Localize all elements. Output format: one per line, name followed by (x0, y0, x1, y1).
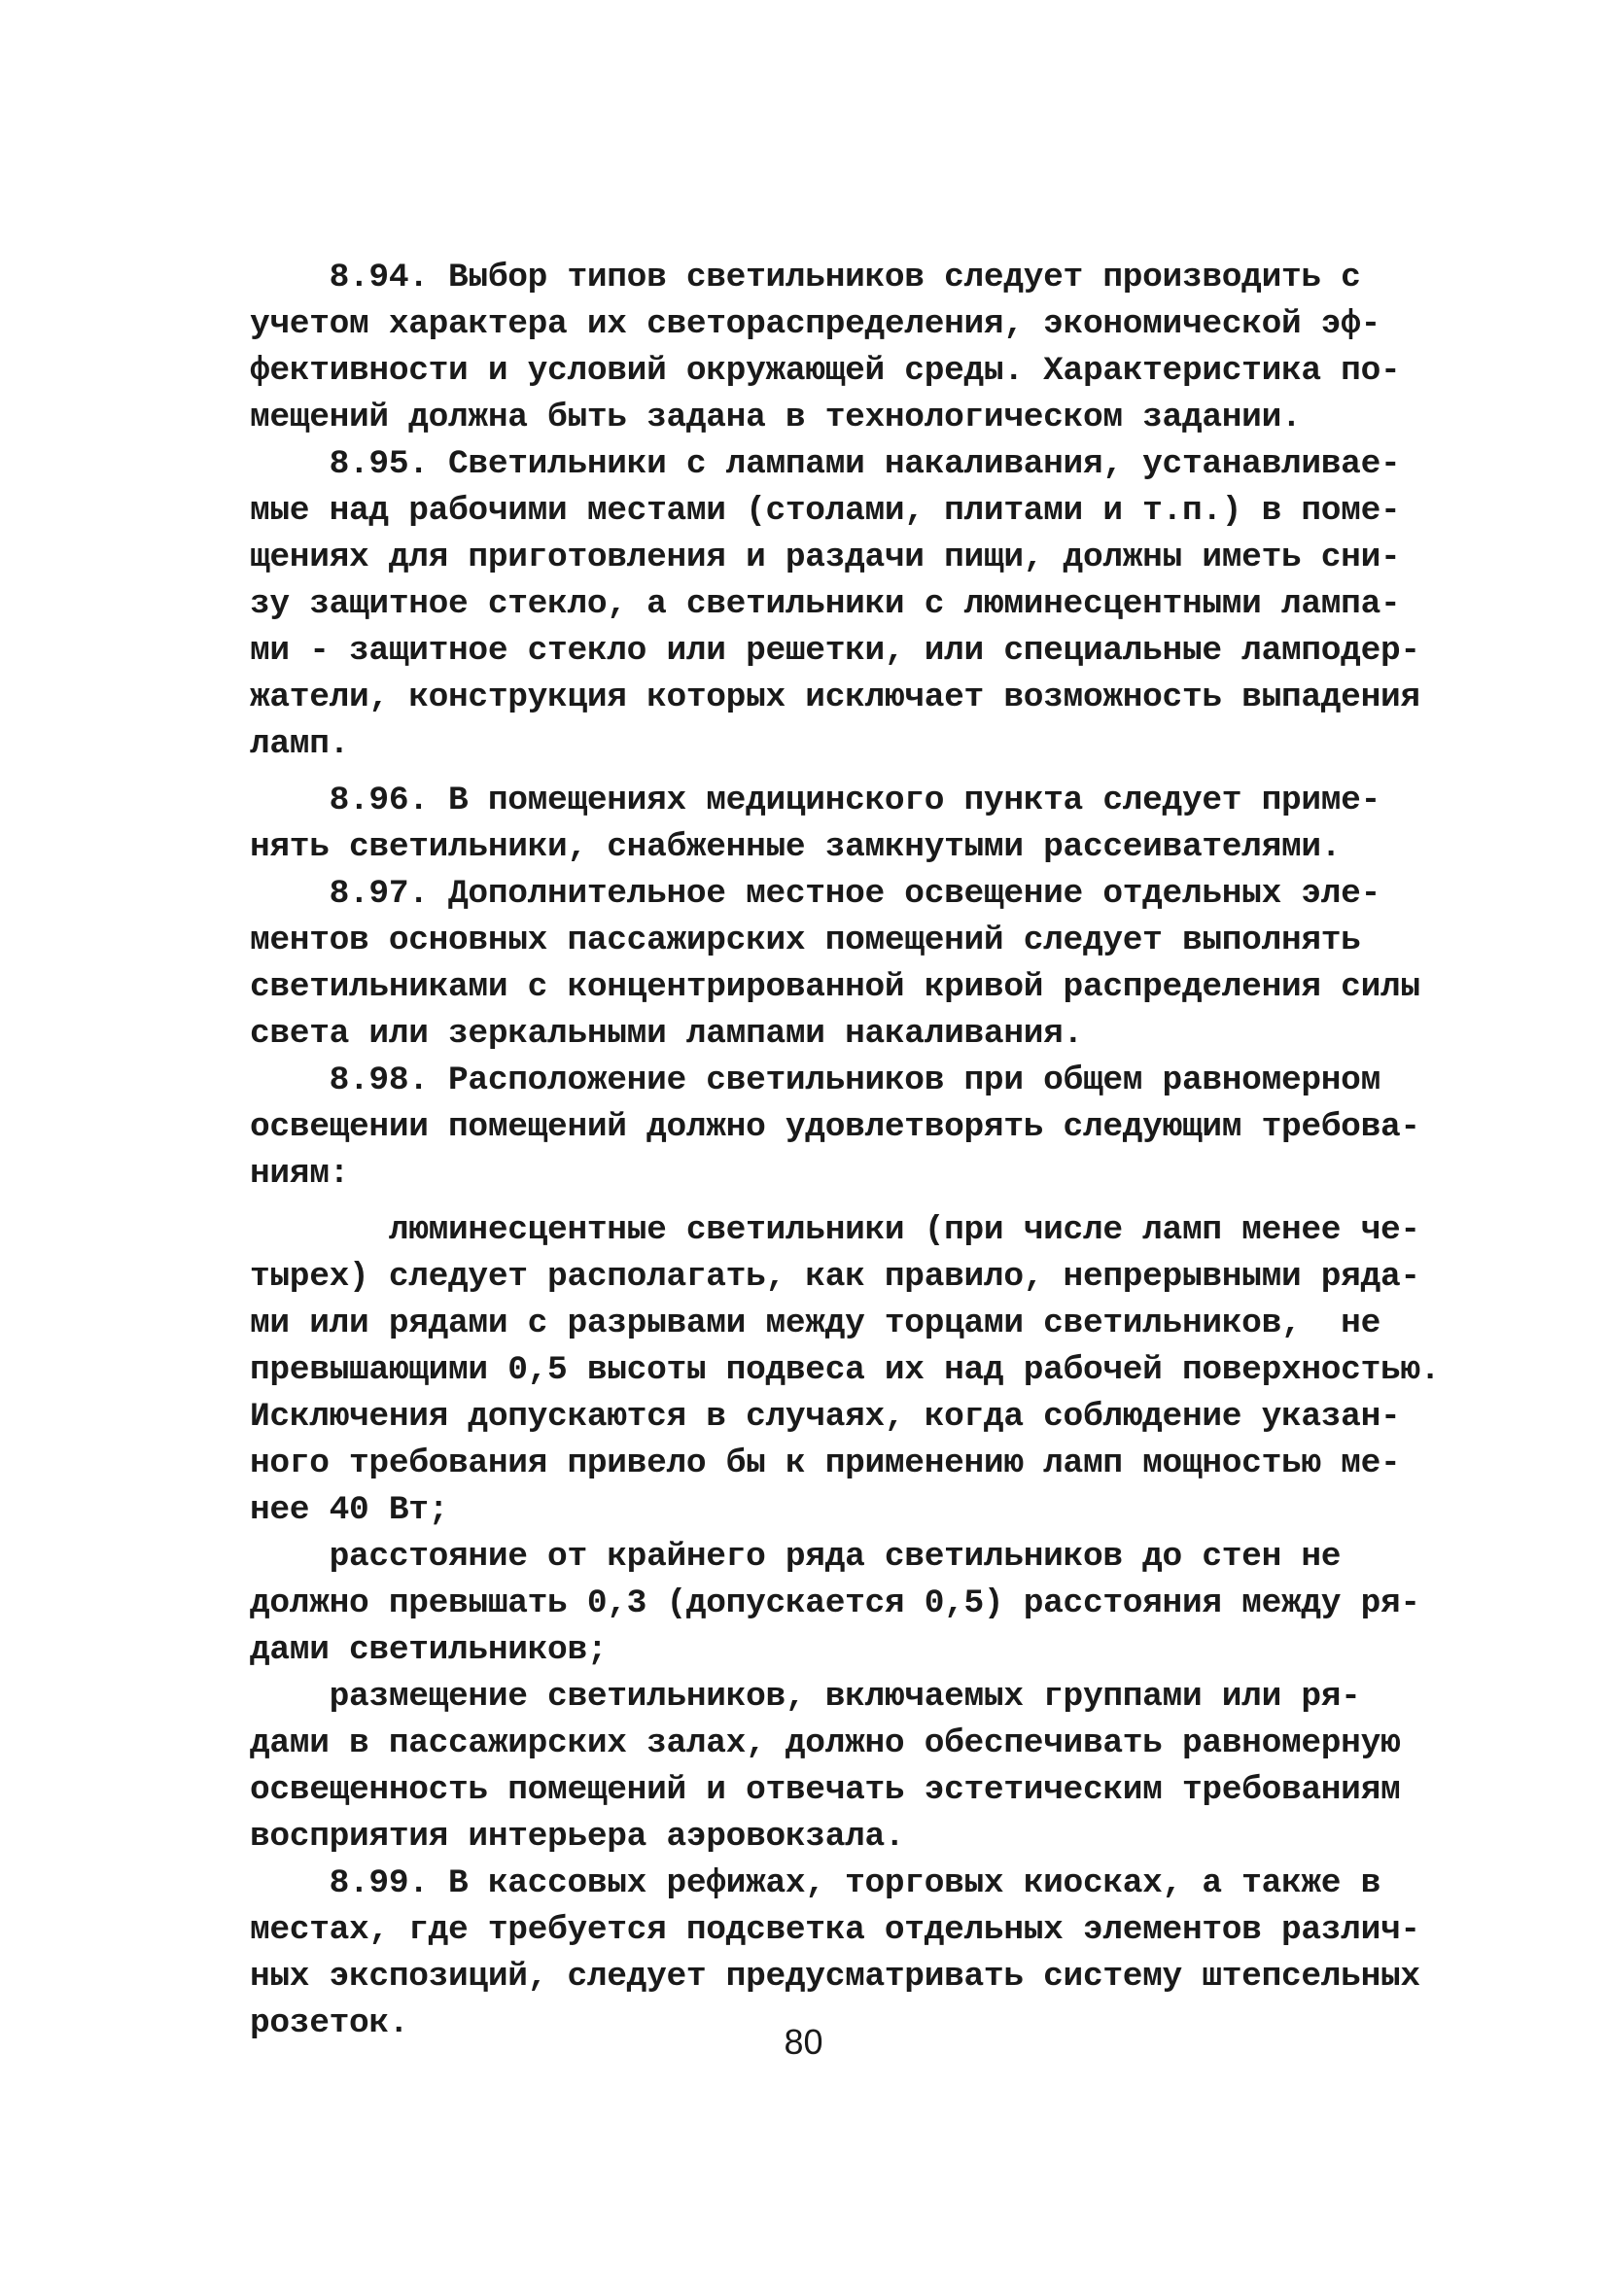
paragraph-spacing (250, 768, 1368, 778)
text-line: Исключения допускаются в случаях, когда соблюдение указан- (250, 1398, 1401, 1436)
text-line: учетом характера их светораспределения, экономической эф- (250, 305, 1380, 343)
paragraph-8-98-item-a (250, 1207, 1441, 1534)
text-line: превышающими 0,5 высоты подвеса их над рабочей поверхностью. (250, 1351, 1441, 1389)
text-line: фективности и условий окружающей среды. Характеристика по- (250, 352, 1401, 390)
text-line: тырех) следует располагать, как правило, непрерывными ряда- (250, 1258, 1420, 1296)
paragraph-8-98 (250, 1058, 1420, 1198)
text-line: ных экспозиций, следует предусматривать систему штепсельных (250, 1958, 1420, 1996)
text-line: мещений должна быть задана в технологическом задании. (250, 399, 1302, 436)
text-line: ниям: (250, 1155, 350, 1193)
paragraph-8-98-item-b (250, 1534, 1420, 1674)
text-line: расстояние от крайнего ряда светильников до стен не (250, 1538, 1342, 1576)
text-line: освещенность помещений и отвечать эстетическим требованиям (250, 1771, 1401, 1809)
text-line: люминесцентные светильники (при числе ламп менее че- (250, 1211, 1420, 1249)
paragraph-8-97 (250, 871, 1420, 1058)
text-line: розеток. (250, 2004, 409, 2042)
text-line: 8.94. Выбор типов светильников следует производить с (250, 259, 1361, 296)
paragraph-8-95 (250, 441, 1420, 768)
paragraph-8-98-item-c (250, 1674, 1401, 1861)
text-line: размещение светильников, включаемых группами или ря- (250, 1678, 1361, 1716)
text-line: ного требования привело бы к применению ламп мощностью ме- (250, 1444, 1401, 1482)
text-line: 8.95. Светильники с лампами накаливания, устанавливае- (250, 445, 1401, 483)
paragraph-8-94 (250, 255, 1401, 441)
text-line: нять светильники, снабженные замкнутыми рассеивателями. (250, 828, 1342, 866)
text-line: жатели, конструкция которых исключает возможность выпадения (250, 678, 1420, 716)
paragraph-spacing (250, 1198, 1368, 1207)
text-line: света или зеркальными лампами накаливания. (250, 1015, 1083, 1053)
text-line: дами в пассажирских залах, должно обеспечивать равномерную (250, 1724, 1401, 1762)
text-line: светильниками с концентрированной кривой распределения силы (250, 968, 1420, 1006)
text-line: ми или рядами с разрывами между торцами светильников, не (250, 1305, 1380, 1342)
text-line: восприятия интерьера аэровокзала. (250, 1818, 905, 1856)
paragraph-8-96 (250, 778, 1380, 871)
text-line: ламп. (250, 725, 350, 763)
text-line: местах, где требуется подсветка отдельных элементов различ- (250, 1911, 1420, 1949)
text-line: нее 40 Вт; (250, 1491, 449, 1529)
body-text (250, 255, 1441, 2047)
page-number: 80 (784, 2022, 823, 2062)
text-line: должно превышать 0,3 (допускается 0,5) расстояния между ря- (250, 1584, 1420, 1622)
text-line: зу защитное стекло, а светильники с люминесцентными лампа- (250, 585, 1401, 623)
text-line: 8.98. Расположение светильников при общем равномерном (250, 1061, 1380, 1099)
text-line: ми - защитное стекло или решетки, или специальные ламподер- (250, 632, 1420, 670)
text-line: 8.97. Дополнительное местное освещение отдельных эле- (250, 875, 1380, 913)
text-line: 8.99. В кассовых рефижах, торговых киосках, а также в (250, 1864, 1380, 1902)
text-line: дами светильников; (250, 1631, 608, 1669)
text-line: ментов основных пассажирских помещений следует выполнять (250, 922, 1361, 959)
text-line: мые над рабочими местами (столами, плитами и т.п.) в поме- (250, 492, 1401, 530)
text-line: освещении помещений должно удовлетворять следующим требова- (250, 1108, 1420, 1146)
text-line: щениях для приготовления и раздачи пищи, должны иметь сни- (250, 539, 1401, 576)
paragraph-8-99 (250, 1861, 1420, 2047)
text-line: 8.96. В помещениях медицинского пункта следует приме- (250, 782, 1380, 819)
